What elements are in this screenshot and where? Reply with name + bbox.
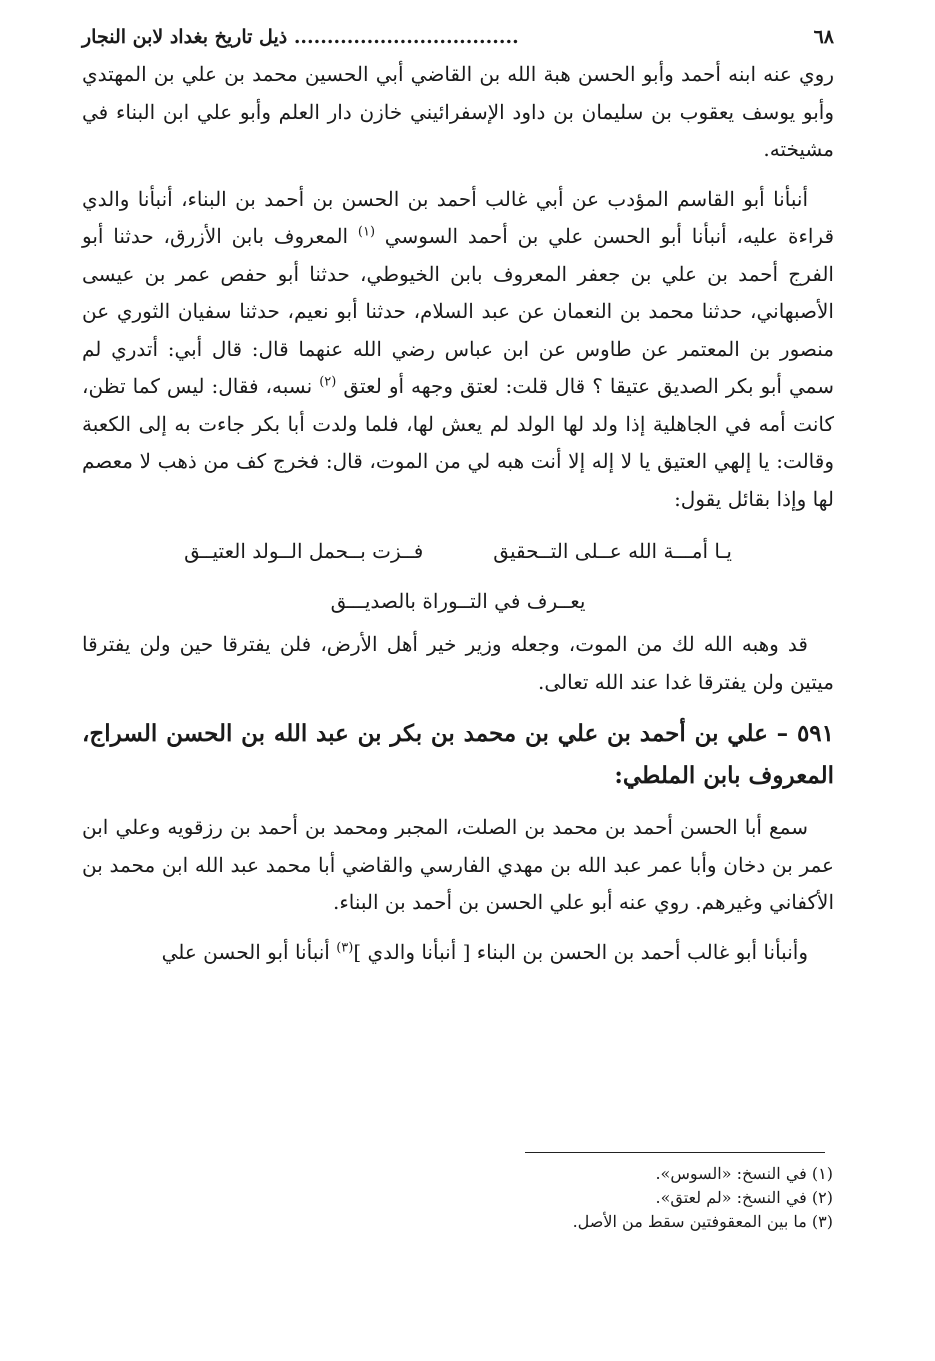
paragraph-5-part-1: وأنبأنا أبو غالب أحمد بن الحسن بن البناء [ أنبأنا والدي ]	[353, 939, 808, 964]
paragraph-2-part-3: نسبه، فقال: ليس كما تظن، كانت أمه في الجاهلية إذا ولد لها الولد لم يعش لها، فلما ولدت أبا بكر جاءت به إلى الكعبة وقالت: يا إلهي العتيق يا لا إله إلا أنت هبه لي من الموت، قال: فخرج كف من ذهب لا معصم لها وإذا بقائل يقول:	[82, 374, 834, 511]
paragraph-3: قد وهبه الله لك من الموت، وجعله وزير خير أهل الأرض، فلن يفترقا حين ولن يفترقا ميتين ولن يفترقا غدا عند الله تعالى.	[82, 632, 834, 694]
header-title-text: ذيل تاريخ بغداد لابن النجار	[82, 26, 288, 48]
footnote-ref-1: (١)	[357, 224, 376, 240]
footnote-1: (١) في النسخ: «السوس».	[655, 1164, 833, 1183]
poem-hemistich-1b: فــزت بــحمل الــولد العتيــق	[184, 538, 424, 563]
poem-hemistich-2: يعــرف في التــوراة بالصديـــق	[330, 588, 586, 613]
paragraph-5	[82, 934, 834, 972]
footnote-ref-3: (٣)	[336, 939, 354, 955]
paragraph-2-part-1: أنبأنا أبو القاسم المؤدب عن أبي غالب أحمد بن الحسن بن أحمد بن البناء، أنبأنا والدي قراءة عليه، أنبأنا أبو الحسن علي بن أحمد السوسي	[82, 186, 835, 248]
paragraph-1: روي عنه ابنه أحمد وأبو الحسن هبة الله بن القاضي أبي الحسين محمد بن علي بن المهتدي وأبو يوسف يعقوب بن سليمان بن داود الإسفرائيني خازن دار العلم وأبو علي ابن البناء في مشيخته.	[82, 62, 834, 161]
paragraph-4: سمع أبا الحسن أحمد بن محمد بن الصلت، المجبر ومحمد بن أحمد بن رزقويه وعلي ابن عمر بن دخان وأبا عمر عبد الله بن مهدي الفارسي والقاضي أبا محمد عبد الله ابن محمد بن الأكفاني وغيرهم. روي عنه أبو علي الحسن بن أحمد بن البناء.	[82, 815, 834, 914]
poem	[82, 526, 834, 626]
footnotes	[380, 1162, 833, 1234]
poem-hemistich-1a: يـا أمـــة الله عــلى التــحقيق	[493, 538, 732, 563]
header-dots: ..................................	[293, 26, 519, 48]
poem-verse-2	[82, 576, 834, 626]
running-title	[82, 22, 519, 52]
footnote-divider	[525, 1152, 825, 1153]
paragraph-2	[82, 181, 834, 519]
page-header	[82, 22, 834, 56]
book-page	[82, 22, 834, 971]
entry-heading: ٥٩١ – علي بن أحمد بن علي بن محمد بن بكر بن عبد الله بن الحسن السراج، المعروف بابن الملطي:	[82, 720, 834, 789]
paragraph-2-part-2: المعروف بابن الأزرق، حدثنا أبو الفرج أحمد بن علي بن جعفر المعروف بابن الخيوطي، حدثنا أبو حفص عمر بن عيسى الأصبهاني، حدثنا محمد بن النعمان عن عبد السلام، حدثنا أبو نعيم، حدثنا سفيان الثوري عن منصور بن المعتمر عن طاوس عن ابن عباس رضي الله عنهما قال: قال أبي: أتدري لم سمي أبو بكر الصديق عتيقا ؟ قال قلت: لعتق وجهه أو لعتق	[82, 224, 834, 398]
page-number: ٦٨	[813, 26, 834, 48]
footnote-2: (٢) في النسخ: «لم لعتق».	[655, 1188, 833, 1207]
paragraph-5-part-2: أنبأنا أبو الحسن علي	[161, 939, 330, 964]
footnote-3: (٣) ما بين المعقوفتين سقط من الأصل.	[572, 1212, 833, 1231]
footnote-ref-2: (٢)	[319, 374, 337, 390]
poem-verse-1	[82, 526, 834, 576]
